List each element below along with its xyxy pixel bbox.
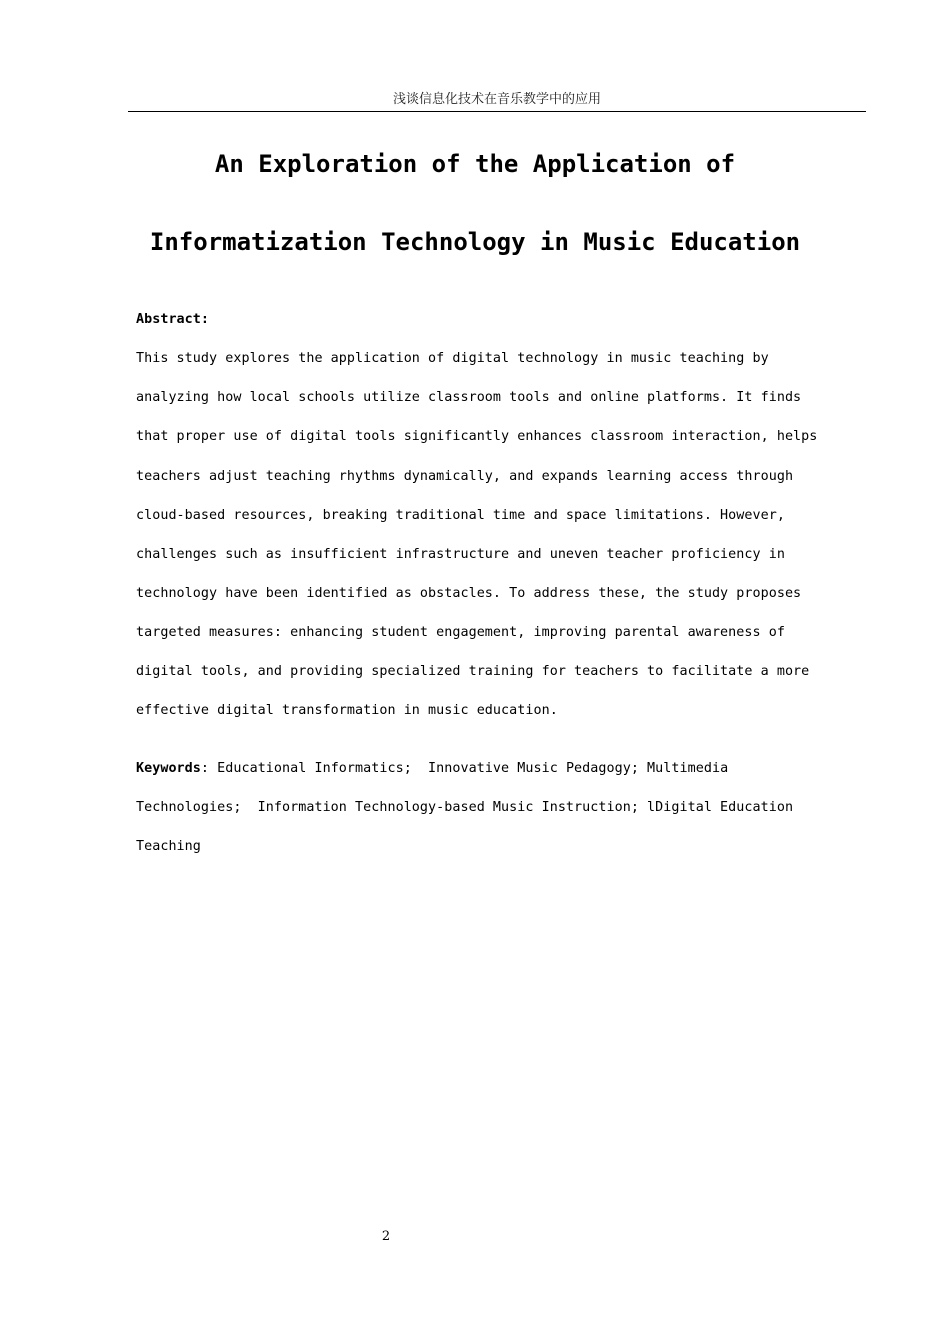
abstract-line-2: analyzing how local schools utilize classroom tools and online platforms. It finds [136,390,802,405]
page-title-line-1: An Exploration of the Application of [214,150,736,178]
abstract-line-7: technology have been identified as obstacles. To address these, the study proposes [136,586,802,601]
abstract-line-10: effective digital transformation in music education. [136,703,558,718]
abstract-line-6: challenges such as insufficient infrastructure and uneven teacher proficiency in [136,547,785,562]
abstract-line-5: cloud-based resources, breaking traditional time and space limitations. However, [136,508,785,523]
keywords-line-2: Technologies; Information Technology-based Music Instruction; lDigital Education [136,800,794,815]
abstract-line-3: that proper use of digital tools significantly enhances classroom interaction, helps [136,429,818,444]
keywords-line-3: Teaching [136,839,201,854]
keywords-label: Keywords [136,761,201,776]
abstract-line-1: This study explores the application of digital technology in music teaching by [136,351,769,366]
abstract-line-4: teachers adjust teaching rhythms dynamically, and expands learning access through [136,469,794,484]
running-header [128,91,866,112]
page-number: 2 [381,1229,391,1244]
keywords-text-1: : Educational Informatics; Innovative Music Pedagogy; Multimedia [200,761,729,776]
keywords-line-1 [136,759,728,779]
abstract-line-8: targeted measures: enhancing student engagement, improving parental awareness of [136,625,785,640]
page-title-line-2: Informatization Technology in Music Education [149,228,801,256]
running-header-title: 浅谈信息化技术在音乐教学中的应用 [392,92,601,107]
abstract-line-9: digital tools, and providing specialized training for teachers to facilitate a more [136,664,810,679]
abstract-heading: Abstract: [136,312,210,327]
